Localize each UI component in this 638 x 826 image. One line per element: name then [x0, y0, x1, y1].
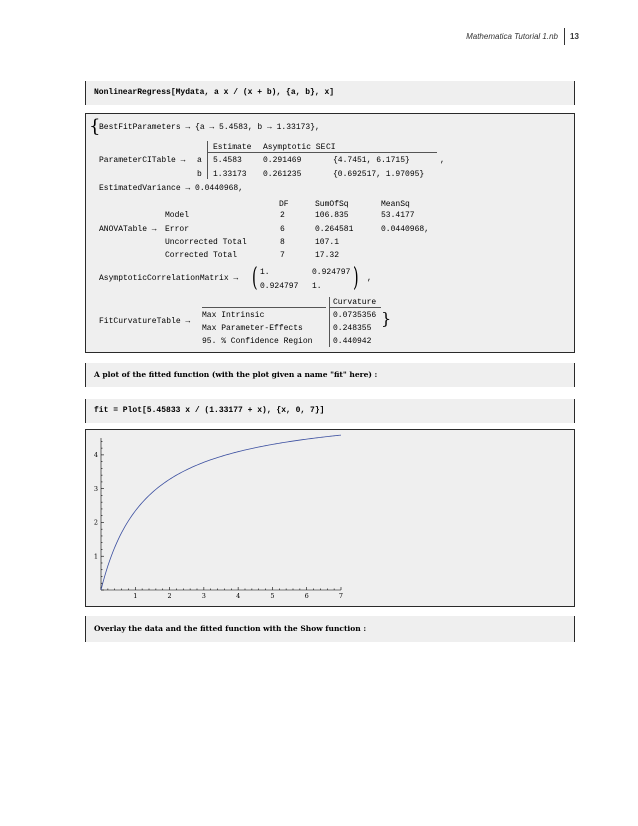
y-tick-label: 1: [93, 552, 98, 561]
ci-header-estimate: Estimate: [213, 143, 252, 152]
x-tick-label: 5: [270, 592, 275, 600]
anova-error-df: 6: [280, 225, 285, 234]
ci-comma: ,: [440, 156, 445, 165]
corr-r1c2: 0.924797: [312, 268, 351, 277]
ci-header-se: Asymptotic SE: [263, 143, 326, 152]
notebook-title: Mathematica Tutorial 1.nb: [466, 32, 558, 41]
curvature-top-rule: [202, 307, 326, 308]
close-brace: }: [381, 309, 392, 328]
ci-a-estimate: 5.4583: [213, 156, 242, 165]
x-tick-label: 6: [304, 592, 309, 600]
anova-error-ss: 0.264581: [315, 225, 354, 234]
anova-uncorrected-ss: 107.1: [315, 238, 340, 247]
text-cell-plot-description[interactable]: [85, 363, 575, 387]
y-tick-label: 3: [93, 484, 98, 493]
correlation-label: AsymptoticCorrelationMatrix →: [99, 274, 239, 283]
x-tick-label: 1: [133, 592, 138, 600]
y-tick-label: 2: [93, 518, 98, 527]
plot-axes: [101, 438, 341, 590]
anova-header-df: DF: [279, 200, 289, 209]
curv-confidence-name: 95. % Confidence Region: [202, 337, 313, 346]
anova-model-df: 2: [280, 211, 285, 220]
anova-corrected-ss: 17.32: [315, 251, 340, 260]
anova-header-sumofsq: SumOfSq: [315, 200, 349, 209]
ci-b-interval: {0.692517, 1.97095}: [333, 170, 425, 179]
plot-ticks: [94, 441, 343, 600]
ci-header-rule: [207, 152, 437, 153]
anova-corrected-df: 7: [280, 251, 285, 260]
anova-model-ms: 53.4177: [381, 211, 415, 220]
input-cell-plot[interactable]: [85, 399, 575, 423]
ci-b-se: 0.261235: [263, 170, 302, 179]
anova-uncorrected-name: Uncorrected Total: [165, 238, 247, 247]
ci-header-ci: CI: [326, 143, 336, 152]
ci-a-se: 0.291469: [263, 156, 302, 165]
x-tick-label: 2: [167, 592, 172, 600]
curvature-header: Curvature: [333, 298, 377, 307]
curv-intrinsic-name: Max Intrinsic: [202, 311, 265, 320]
output-cell-regression: [85, 113, 575, 353]
ci-row-b-name: b: [197, 170, 202, 179]
curvature-header-rule: [329, 307, 381, 308]
corr-r2c1: 0.924797: [260, 282, 299, 291]
best-fit-parameters: BestFitParameters → {a → 5.4583, b → 1.33173},: [99, 123, 320, 132]
input-code: NonlinearRegress[Mydata, a x / (x + b), {a, b}, x]: [94, 88, 335, 97]
ci-a-interval: {4.7451, 6.1715}: [333, 156, 410, 165]
curv-parameter-val: 0.248355: [333, 324, 372, 333]
fit-curve: [101, 435, 341, 590]
anova-model-ss: 106.835: [315, 211, 349, 220]
anova-uncorrected-df: 8: [280, 238, 285, 247]
anova-error-name: Error: [165, 225, 190, 234]
output-cell-plot: [85, 429, 575, 607]
curvature-divider: [329, 297, 330, 347]
fit-plot: [86, 430, 356, 604]
y-tick-label: 4: [93, 451, 98, 460]
ci-b-estimate: 1.33173: [213, 170, 247, 179]
corr-r2c2: 1.: [312, 282, 322, 291]
anova-label: ANOVATable →: [99, 225, 157, 234]
header-divider: [564, 28, 565, 45]
ci-table-label: ParameterCITable →: [99, 156, 186, 165]
ci-row-a-name: a: [197, 156, 202, 165]
x-tick-label: 3: [201, 592, 206, 600]
input-cell-nonlinear-regress[interactable]: [85, 81, 575, 105]
matrix-open-paren: (: [252, 263, 258, 293]
corr-r1c1: 1.: [260, 268, 270, 277]
anova-model-name: Model: [165, 211, 190, 220]
matrix-close-paren: ): [353, 263, 359, 293]
text-cell-overlay-description[interactable]: [85, 616, 575, 642]
text-cell-content: A plot of the fitted function (with the plot given a name "fit" here) :: [94, 370, 378, 379]
curv-confidence-val: 0.440942: [333, 337, 372, 346]
estimated-variance: EstimatedVariance → 0.0440968,: [99, 184, 244, 193]
ci-table-divider: [207, 141, 208, 179]
anova-header-meansq: MeanSq: [381, 200, 410, 209]
page-number: 13: [570, 32, 579, 41]
x-tick-label: 4: [236, 592, 241, 600]
anova-error-ms: 0.0440968,: [381, 225, 430, 234]
corr-comma: ,: [367, 274, 372, 283]
text-cell-content: Overlay the data and the fitted function with the Show function :: [94, 624, 367, 633]
anova-corrected-name: Corrected Total: [165, 251, 238, 260]
curv-parameter-name: Max Parameter-Effects: [202, 324, 303, 333]
open-brace: {: [89, 116, 101, 137]
curvature-label: FitCurvatureTable →: [99, 317, 191, 326]
x-tick-label: 7: [338, 592, 344, 600]
input-code: fit = Plot[5.45833 x / (1.33177 + x), {x, 0, 7}]: [94, 406, 325, 415]
curv-intrinsic-val: 0.0735356: [333, 311, 377, 320]
